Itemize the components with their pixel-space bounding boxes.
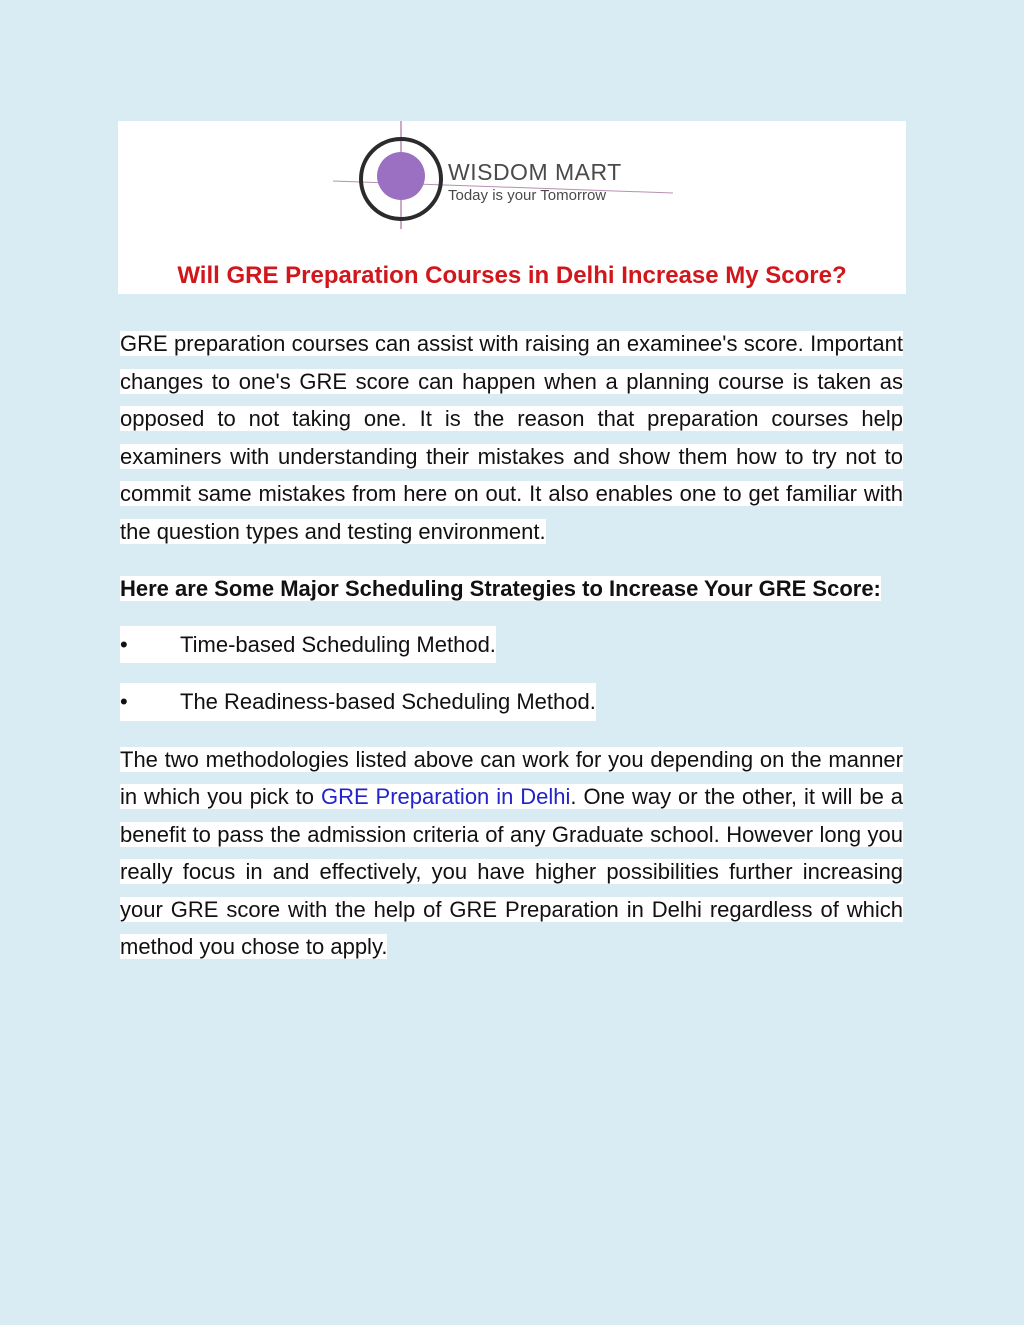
list-item xyxy=(120,626,903,664)
conclusion-text-start: The two methodologies listed above can work for you depending on the manner in which you pick to xyxy=(120,746,903,809)
list-item-text: Time-based Scheduling Method. xyxy=(180,626,496,664)
logo-circle-icon xyxy=(377,152,425,200)
intro-paragraph-text: GRE preparation courses can assist with raising an examinee's score. Important changes to one's GRE score can happen when a planning course is taken as opposed to not taking one. It is the reason that preparation courses help examiners with understanding their mistakes and show them how to try not to commit same mistakes from here on out. It also enables one to get familiar with the question types and testing environment. xyxy=(120,331,903,544)
gre-preparation-link[interactable]: GRE Preparation in Delhi xyxy=(320,784,571,809)
strategies-heading-text: Here are Some Major Scheduling Strategies to Increase Your GRE Score: xyxy=(120,576,881,601)
conclusion-text-end: . One way or the other, it will be a benefit to pass the admission criteria of any Graduate school. However long you really focus in and effectively, you have higher possibilities further increasing your GRE score with the help of GRE Preparation in Delhi regardless of which method you chose to apply. xyxy=(120,784,904,959)
conclusion-paragraph xyxy=(120,741,903,966)
intro-paragraph xyxy=(120,325,903,550)
article-body xyxy=(120,325,903,966)
page-title: Will GRE Preparation Courses in Delhi Increase My Score? xyxy=(177,262,847,289)
logo-name: WISDOM MART xyxy=(448,159,622,185)
bullet-icon: • xyxy=(120,683,180,721)
logo-tagline: Today is your Tomorrow xyxy=(448,187,607,204)
header-box xyxy=(118,121,906,294)
list-item xyxy=(120,683,903,721)
list-item-text: The Readiness-based Scheduling Method. xyxy=(180,683,596,721)
strategies-heading xyxy=(120,570,903,608)
bullet-icon: • xyxy=(120,626,180,664)
